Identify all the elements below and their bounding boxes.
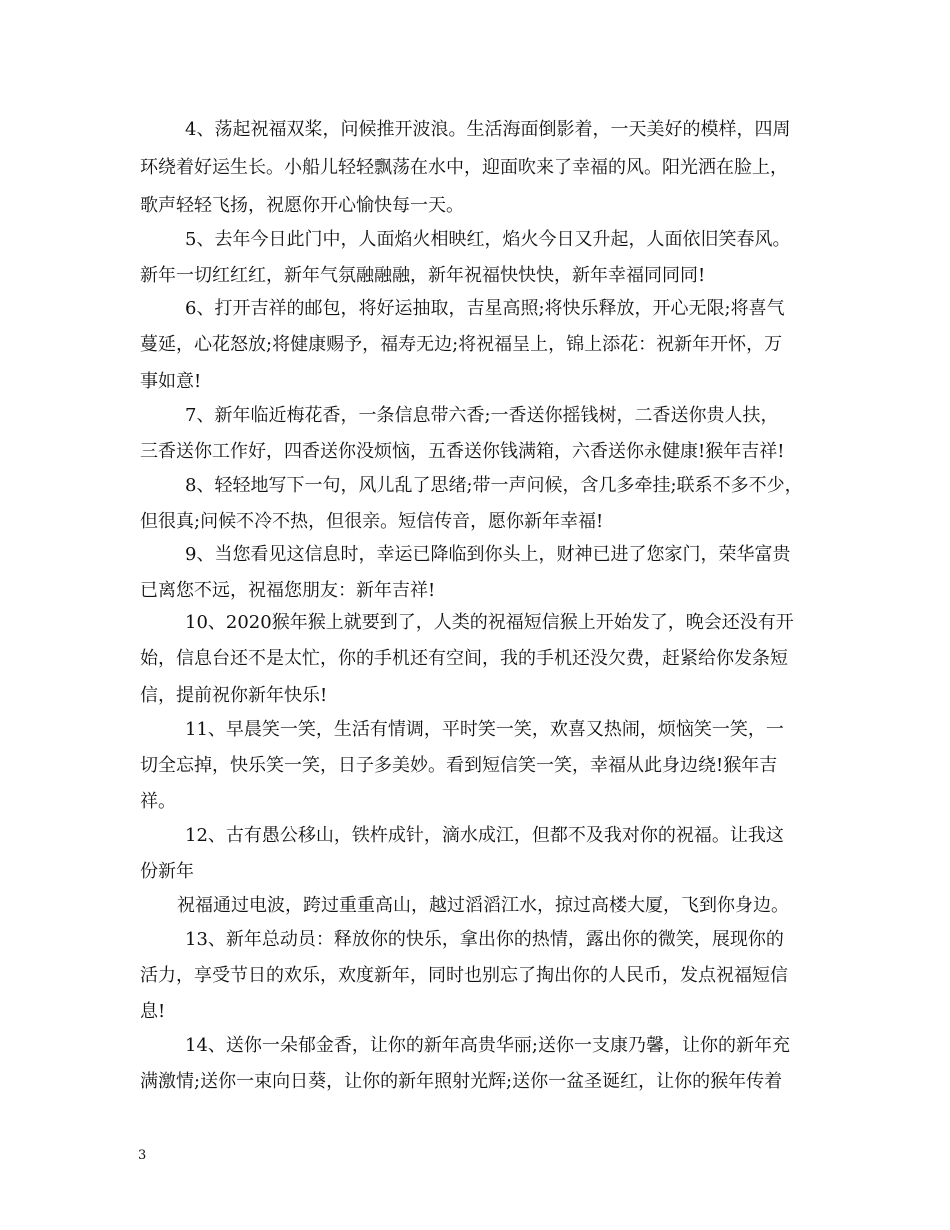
paragraph-11-line-2: 切全忘掉，快乐笑一笑，日子多美妙。看到短信笑一笑，幸福从此身边绕!猴年吉 — [140, 755, 778, 776]
paragraph-9-line-2: 已离您不远，祝福您朋友：新年吉祥! — [140, 580, 436, 601]
paragraph-6-line-3: 事如意! — [140, 371, 202, 392]
paragraph-7-line-1: 7、新年临近梅花香，一条信息带六香;一香送你摇钱树，二香送你贵人扶， — [185, 405, 779, 426]
paragraph-13-line-1: 13、新年总动员：释放你的快乐，拿出你的热情，露出你的微笑，展现你的 — [185, 929, 784, 950]
paragraph-4-line-2: 环绕着好运生长。小船儿轻轻飘荡在水中，迎面吹来了幸福的风。阳光洒在脸上， — [140, 157, 788, 178]
paragraph-4-line-3: 歌声轻轻飞扬，祝愿你开心愉快每一天。 — [140, 195, 464, 216]
paragraph-6-line-1: 6、打开吉祥的邮包，将好运抽取，吉星高照;将快乐释放，开心无限;将喜气 — [185, 298, 785, 319]
paragraph-11-line-3: 祥。 — [140, 791, 176, 812]
paragraph-11-line-1: 11、早晨笑一笑，生活有情调，平时笑一笑，欢喜又热闹，烦恼笑一笑，一 — [185, 719, 784, 740]
paragraph-5-line-1: 5、去年今日此门中，人面焰火相映红，焰火今日又升起，人面依旧笑春风。 — [185, 229, 791, 250]
paragraph-12-line-2: 份新年 — [140, 861, 194, 882]
paragraph-13-line-3: 息! — [140, 1001, 166, 1022]
paragraph-10-line-1: 10、2020猴年猴上就要到了，人类的祝福短信猴上开始发了，晚会还没有开 — [185, 612, 794, 633]
paragraph-7-line-2: 三香送你工作好，四香送你没烦恼，五香送你钱满箱，六香送你永健康!猴年吉祥! — [140, 441, 785, 462]
paragraph-14-line-2: 满激情;送你一束向日葵，让你的新年照射光辉;送你一盆圣诞红，让你的猴年传着 — [140, 1071, 783, 1092]
paragraph-12-line-3: 祝福通过电波，跨过重重高山，越过滔滔江水，掠过高楼大厦，飞到你身边。 — [177, 895, 789, 916]
paragraph-13-line-2: 活力，享受节日的欢乐，欢度新年，同时也别忘了掏出你的人民币，发点祝福短信 — [140, 965, 788, 986]
paragraph-12-line-1: 12、古有愚公移山，铁杵成针，滴水成江，但都不及我对你的祝福。让我这 — [185, 825, 784, 846]
paragraph-4-line-1: 4、荡起祝福双桨，问候推开波浪。生活海面倒影着，一天美好的模样，四周 — [185, 119, 791, 140]
page-number: 3 — [138, 1148, 147, 1163]
paragraph-10-line-3: 信，提前祝你新年快乐! — [140, 685, 328, 706]
paragraph-5-line-2: 新年一切红红红，新年气氛融融融，新年祝福快快快，新年幸福同同同! — [140, 265, 706, 286]
paragraph-14-line-1: 14、送你一朵郁金香，让你的新年高贵华丽;送你一支康乃馨，让你的新年充 — [185, 1035, 790, 1056]
paragraph-8-line-1: 8、轻轻地写下一句，风儿乱了思绪;带一声问候，含几多牵挂;联系不多不少， — [185, 475, 803, 496]
paragraph-10-line-2: 始，信息台还不是太忙，你的手机还有空间，我的手机还没欠费，赶紧给你发条短 — [140, 648, 788, 669]
paragraph-9-line-1: 9、当您看见这信息时，幸运已降临到你头上，财神已进了您家门，荣华富贵 — [185, 544, 791, 565]
paragraph-8-line-2: 但很真;问候不冷不热，但很亲。短信传音，愿你新年幸福! — [140, 511, 604, 532]
paragraph-6-line-2: 蔓延，心花怒放;将健康赐予，福寿无边;将祝福呈上，锦上添花：祝新年开怀，万 — [140, 334, 783, 355]
